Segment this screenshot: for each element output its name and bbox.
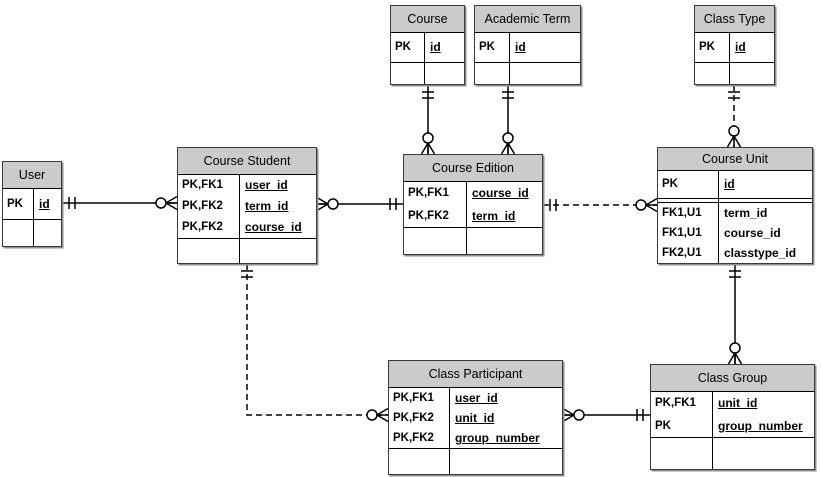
attribute-row xyxy=(391,33,464,62)
key-designation: PK,FK2 xyxy=(393,412,434,424)
empty-section xyxy=(3,219,61,246)
attribute-row xyxy=(658,223,812,243)
attribute-section xyxy=(658,202,812,263)
attribute-row xyxy=(404,205,542,228)
attribute-row xyxy=(651,392,814,415)
attribute-row xyxy=(389,388,562,408)
attribute-name: id xyxy=(509,33,580,62)
relationship-course-student-class-participant xyxy=(241,264,388,422)
empty-section xyxy=(389,448,562,474)
attribute-name: term_id xyxy=(718,203,812,223)
key-designation: PK,FK2 xyxy=(182,221,223,233)
attribute-row xyxy=(658,203,812,223)
entity-title-course-student: Course Student xyxy=(178,148,316,175)
empty-row xyxy=(178,239,316,263)
relationship-class-type-course-unit xyxy=(728,85,741,147)
attribute-row xyxy=(3,189,61,219)
key-designation: PK,FK1 xyxy=(182,179,223,191)
attribute-name: classtype_id xyxy=(718,243,812,263)
entity-title-academic-term: Academic Term xyxy=(475,6,580,33)
key-designation: PK,FK1 xyxy=(408,187,449,199)
attribute-section xyxy=(404,182,542,227)
entity-class-group xyxy=(650,364,815,470)
relationship-course-course-edition xyxy=(422,85,435,154)
entity-class-type xyxy=(694,5,775,85)
entity-title-course-edition: Course Edition xyxy=(404,155,542,182)
attribute-name: unit_id xyxy=(449,408,562,428)
empty-section xyxy=(651,437,814,469)
attribute-row xyxy=(178,217,316,238)
attribute-name: course_id xyxy=(466,182,542,205)
empty-row xyxy=(3,220,61,246)
entity-title-class-type: Class Type xyxy=(695,6,774,33)
attribute-row xyxy=(178,175,316,196)
attribute-row xyxy=(389,428,562,448)
attribute-section xyxy=(651,392,814,437)
empty-row xyxy=(391,63,464,84)
key-designation: PK,FK2 xyxy=(408,209,449,222)
attribute-name: user_id xyxy=(239,175,316,196)
entity-title-class-group: Class Group xyxy=(651,365,814,392)
key-designation: FK1,U1 xyxy=(662,227,702,239)
empty-section xyxy=(404,227,542,254)
relationship-course-unit-class-group xyxy=(729,264,742,364)
attribute-section xyxy=(475,33,580,62)
key-designation: PK,FK2 xyxy=(393,432,434,444)
zero-cardinality-circle xyxy=(156,198,166,208)
zero-cardinality-circle xyxy=(574,410,584,420)
zero-cardinality-circle xyxy=(367,410,377,420)
zero-cardinality-circle xyxy=(423,133,433,143)
attribute-section xyxy=(658,171,812,198)
entity-course-unit xyxy=(657,147,813,264)
empty-section xyxy=(391,62,464,84)
key-designation: PK xyxy=(395,41,411,53)
attribute-row xyxy=(404,182,542,205)
relationship-academic-term-course-edition xyxy=(502,85,515,154)
entity-user xyxy=(2,161,62,247)
empty-row xyxy=(475,63,580,84)
key-designation: FK1,U1 xyxy=(662,207,702,219)
key-section-separator xyxy=(658,198,812,202)
key-designation: PK,FK2 xyxy=(182,200,223,212)
entity-title-course: Course xyxy=(391,6,464,33)
zero-cardinality-circle xyxy=(730,343,740,353)
zero-cardinality-circle xyxy=(503,133,513,143)
attribute-row xyxy=(658,243,812,263)
key-designation: PK xyxy=(7,198,23,210)
zero-cardinality-circle xyxy=(636,200,646,210)
attribute-section xyxy=(3,189,61,219)
attribute-name: group_number xyxy=(712,415,814,438)
entity-title-class-participant: Class Participant xyxy=(389,361,562,388)
zero-cardinality-circle xyxy=(729,126,739,136)
key-designation: PK xyxy=(699,41,715,53)
attribute-name: id xyxy=(424,33,464,62)
entity-course-edition xyxy=(403,154,543,255)
zero-cardinality-circle xyxy=(328,199,338,209)
empty-row xyxy=(404,228,542,254)
key-designation: PK xyxy=(662,178,678,190)
empty-row xyxy=(389,449,562,474)
key-designation: PK,FK1 xyxy=(655,397,696,409)
attribute-row xyxy=(651,415,814,438)
entity-academic-term xyxy=(474,5,581,85)
attribute-name: unit_id xyxy=(712,392,814,415)
entity-title-user: User xyxy=(3,162,61,189)
attribute-section xyxy=(389,388,562,448)
empty-row xyxy=(695,63,774,84)
empty-section xyxy=(178,238,316,263)
attribute-name: id xyxy=(718,171,812,198)
relationship-class-group-class-participant xyxy=(563,409,650,422)
entity-course xyxy=(390,5,465,85)
relationship-course-edition-course-unit xyxy=(543,199,657,212)
attribute-name: group_number xyxy=(449,428,562,448)
empty-row xyxy=(651,438,814,469)
attribute-name: id xyxy=(33,189,61,219)
attribute-row xyxy=(178,196,316,217)
entity-class-participant xyxy=(388,360,563,475)
attribute-section xyxy=(178,175,316,238)
attribute-name: course_id xyxy=(718,223,812,243)
empty-section xyxy=(695,62,774,84)
attribute-name: course_id xyxy=(239,217,316,238)
attribute-row xyxy=(695,33,774,62)
attribute-name: id xyxy=(729,33,774,62)
attribute-row xyxy=(389,408,562,428)
relationship-course-edition-course-student xyxy=(317,198,403,211)
relationship-user-course-student xyxy=(62,197,177,210)
key-designation: PK xyxy=(655,419,671,432)
attribute-row xyxy=(658,171,812,198)
attribute-name: term_id xyxy=(239,196,316,217)
attribute-section xyxy=(695,33,774,62)
attribute-name: user_id xyxy=(449,388,562,408)
key-designation: PK,FK1 xyxy=(393,392,434,404)
attribute-row xyxy=(475,33,580,62)
attribute-section xyxy=(391,33,464,62)
entity-course-student xyxy=(177,147,317,264)
entity-title-course-unit: Course Unit xyxy=(658,148,812,171)
attribute-name: term_id xyxy=(466,205,542,228)
key-designation: FK2,U1 xyxy=(662,247,702,259)
empty-section xyxy=(475,62,580,84)
key-designation: PK xyxy=(479,41,495,53)
